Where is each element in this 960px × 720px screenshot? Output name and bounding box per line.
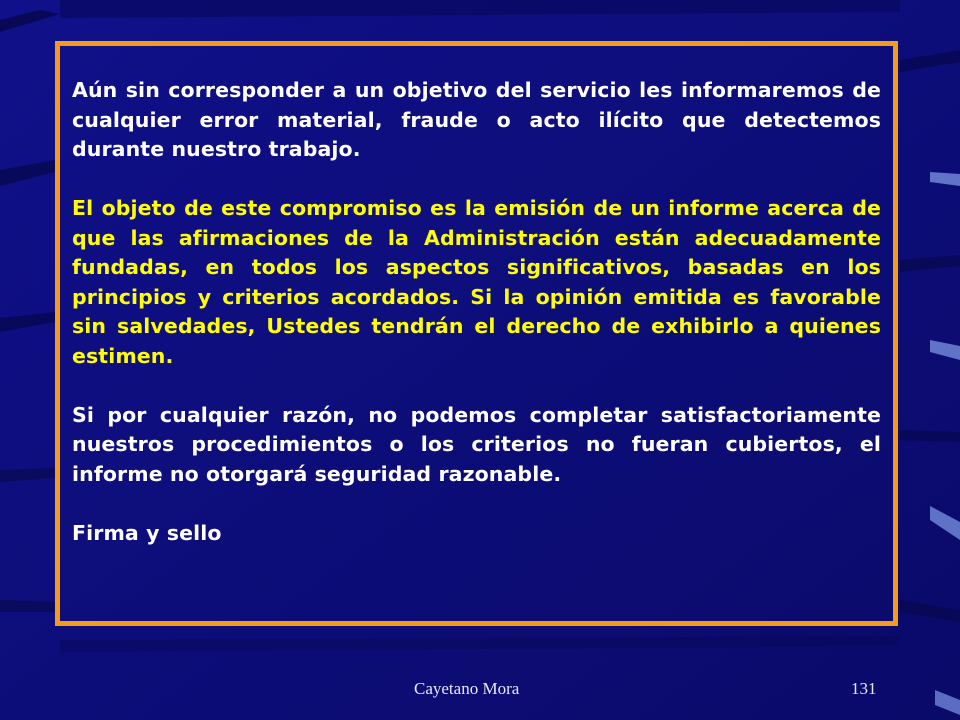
- footer-author: Cayetano Mora: [414, 679, 520, 698]
- footer-page-number: 131: [851, 679, 877, 698]
- paragraph-3: Si por cualquier razón, no podemos completar satisfactoriamente nuestros procedimientos o los criterios no fueran cubiertos, el informe no otorgará seguridad razonable.: [72, 402, 881, 486]
- content-frame: [55, 41, 898, 626]
- paragraph-1: Aún sin corresponder a un objetivo del servicio les informaremos de cualquier error material, fraude o acto ilícito que detectemos durante nuestro trabajo.: [72, 78, 881, 161]
- paragraph-2: El objeto de este compromiso es la emisión de un informe acerca de que las afirmaciones de la Administración están adecuadamente fundadas, en todos los aspectos significativos, basadas en los principios y criterios acordados. Si la opinión emitida es favorable sin salvedades, Ustedes tendrán el derecho de exhibirlo a quienes estimen.: [72, 196, 881, 368]
- signature-line: Firma y sello: [72, 520, 222, 545]
- slide-text: [72, 76, 881, 548]
